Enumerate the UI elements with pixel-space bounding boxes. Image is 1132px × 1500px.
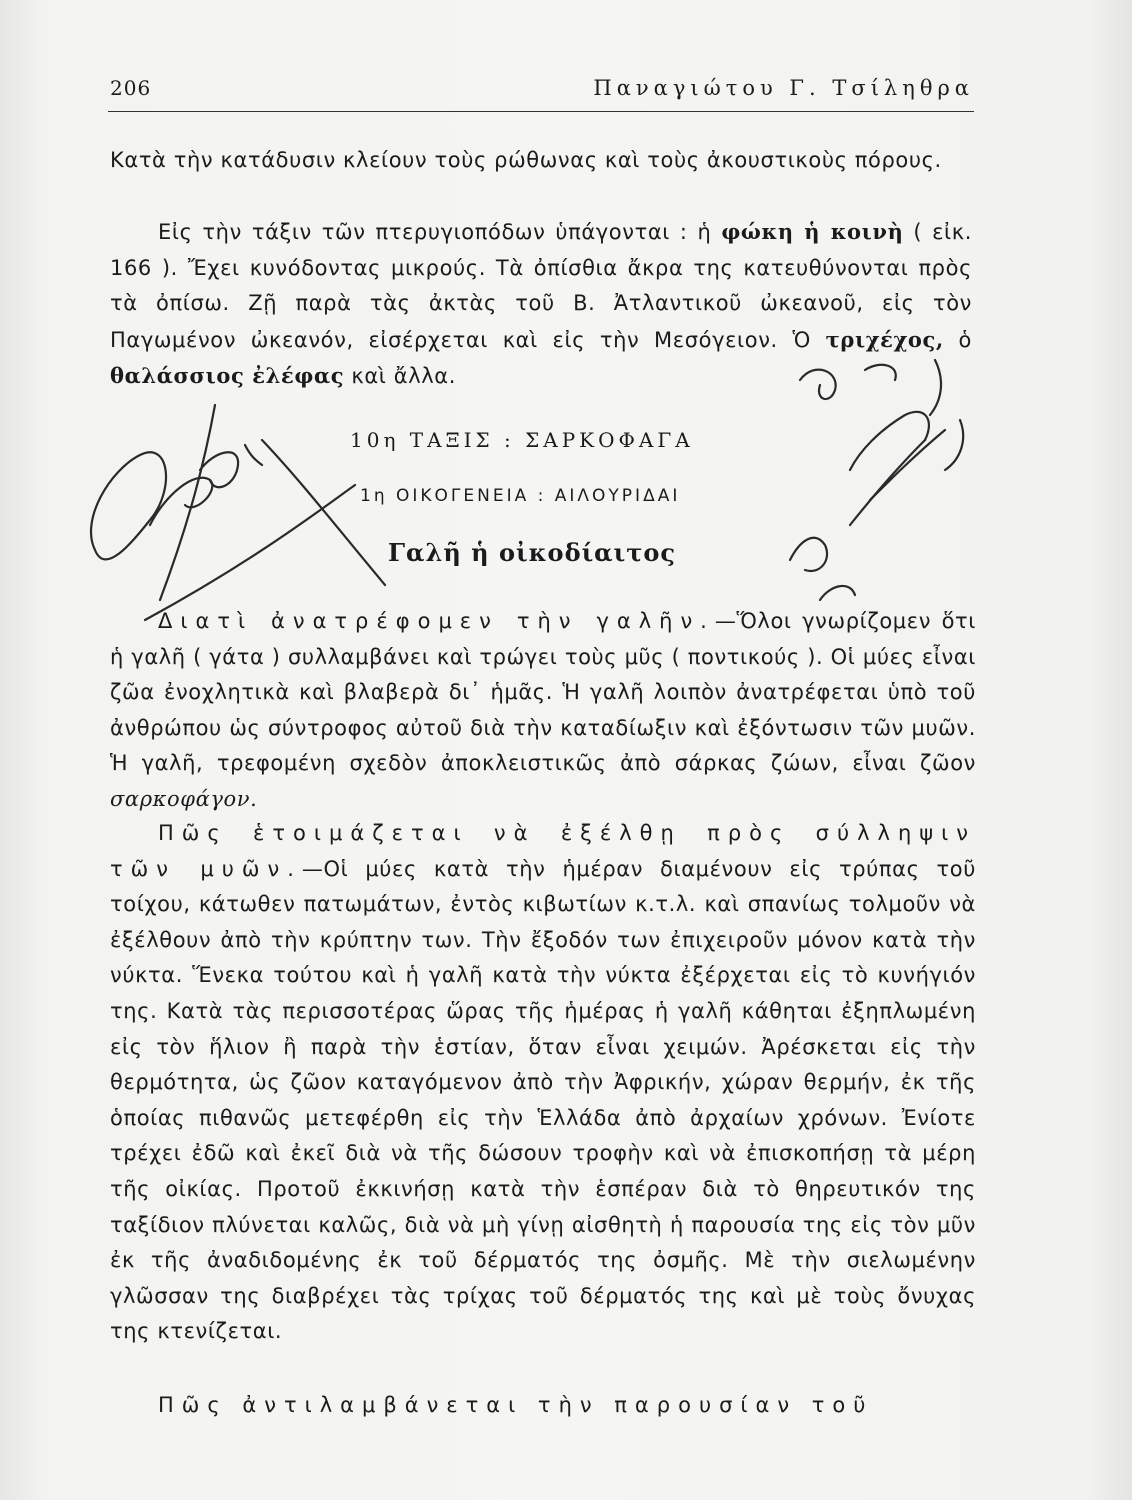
pencil-scribble-left <box>91 452 166 559</box>
term-carnivorous: σαρκοφάγον. <box>110 786 258 811</box>
paragraph-pinnipeds <box>110 214 972 395</box>
pencil-scribble-right <box>850 440 925 525</box>
paragraph-text <box>110 604 976 818</box>
text-run: —Οἱ μύες κατὰ τὴν ἡμέραν διαμένουν εἰς τρύπας τοῦ τοίχου, κάτωθεν πατωμάτων, ἐντὸς κιβωτίων κ.τ.λ. καὶ σπανίως τολμοῦν νὰ ἐξέλθουν ἀπὸ τὴν κρύπτην των. Τὴν ἔξοδόν των ἐπιχειροῦν μόνον κατὰ τὴν νύκτα. Ἕνεκα τούτου καὶ ἡ γαλῆ κατὰ τὴν νύκτα ἐξέρχεται εἰς τὸ κυνήγιόν της. Κατὰ τὰς περισσοτέρας ὥρας τῆς ἡμέρας ἡ γαλῆ κάθηται ἐξηπλωμένη εἰς τὸν ἥλιον ἢ παρὰ τὴν ἑστίαν, ὅταν εἶναι χειμών. Ἀρέσκεται εἰς τὴν θερμότητα, ὡς ζῶον καταγόμενον ἀπὸ τὴν Ἀφρικήν, χώραν θερμήν, ἐκ τῆς ὁποίας πιθανῶς μετεφέρθη εἰς τὴν Ἑλλάδα ἀπὸ ἀρχαίων χρόνων. Ἐνίοτε τρέχει ἐδῶ καὶ ἐκεῖ διὰ νὰ τῆς δώσουν τροφὴν καὶ νὰ ἐπισκοπήσῃ τὰ μέρη τῆς οἰκίας. Προτοῦ ἐκκινήσῃ κατὰ τὴν ἑσπέραν διὰ τὸ θηρευτικόν της ταξίδιον πλύνεται καλῶς, διὰ νὰ μὴ γίνῃ αἰσθητὴ ἡ παρουσία της εἰς τὸν μῦν ἐκ τῆς ἀναδιδομένης ἐκ τοῦ δέρματός της ὀσμῆς. Μὲ τὴν σιελωμένην γλῶσσαν της διαβρέχει τὰς τρίχας τοῦ δέρματός της καὶ μὲ τοὺς ὄνυχας της κτενίζεται. <box>110 856 976 1344</box>
pencil-scribble-left <box>245 445 262 465</box>
running-head <box>110 74 974 106</box>
species-heading: Γαλῆ ἡ οἰκοδίαιτος <box>388 538 677 567</box>
text-run: Εἰς τὴν τάξιν τῶν πτερυγιοπόδων ὑπάγονται : ἡ <box>158 220 722 244</box>
order-heading: 10η ΤΑΞΙΣ : ΣΑΡΚΟΦΑΓΑ <box>350 428 694 452</box>
text-run: ὁ <box>943 327 972 352</box>
paragraph-text <box>110 214 972 395</box>
header-rule <box>108 111 974 112</box>
running-head-author: Παναγιώτου Γ. Τσίληθρα <box>593 76 974 100</box>
pencil-scribble-right <box>870 430 945 500</box>
paragraph-why-raise-cat <box>110 604 976 818</box>
text-run: καὶ ἄλλα. <box>344 364 456 389</box>
section-lead: Διατὶ ἀνατρέφομεν τὴν γαλῆν. <box>158 609 715 633</box>
pencil-cross-stroke <box>160 405 215 600</box>
family-heading: 1η ΟΙΚΟΓΕΝΕΙΑ : ΑΙΛΟΥΡΙΔΑΙ <box>360 486 681 506</box>
paragraph-text <box>110 816 976 1350</box>
term-elephant-seal: θαλάσσιος ἐλέφας <box>110 363 345 389</box>
pencil-scribble-left <box>200 452 238 487</box>
section-lead: Πῶς ἀντιλαμβάνεται τὴν παρουσίαν τοῦ <box>158 1393 874 1417</box>
term-common-seal: φώκη ἡ κοινὴ <box>721 219 904 244</box>
paragraph-text: Κατὰ τὴν κατάδυσιν κλείουν τοὺς ρώθωνας καὶ τοὺς ἀκουστικοὺς πόρους. <box>110 148 942 172</box>
pencil-cross-stroke <box>145 485 355 620</box>
pencil-scribble-right <box>945 420 963 470</box>
pencil-cross-stroke <box>262 440 385 585</box>
term-walrus: τριχέχος, <box>825 326 944 352</box>
pencil-scribble-right <box>850 412 929 470</box>
pencil-scribble-right <box>790 538 827 571</box>
paragraph-text <box>110 1388 976 1424</box>
paragraph-hunting-preparation <box>110 816 976 1350</box>
text-run: —Ὅλοι γνωρίζομεν ὅτι ἡ γαλῆ ( γάτα ) συλλαμβάνει καὶ τρώγει τοὺς μῦς ( ποντικούς ). Οἱ μύες εἶναι ζῶα ἐνοχλητικὰ καὶ βλαβερὰ δι᾽ ἡμᾶς. Ἡ γαλῆ λοιπὸν ἀνατρέφεται ὑπὸ τοῦ ἀνθρώπου ὡς σύντροφος αὐτοῦ διὰ τὴν καταδίωξιν καὶ ἐξόντωσιν τῶν μυῶν. Ἡ γαλῆ, τρεφομένη σχεδὸν ἀποκλειστικῶς ἀπὸ σάρκας ζώων, εἶναι ζῶον <box>110 609 976 776</box>
pencil-scribble-left <box>150 478 212 525</box>
text-run: ( εἰκ. 166 ). Ἔχει κυνόδοντας μικρούς. Τὰ ὀπίσθια ἄκρα της κατευθύνονται πρὸς τὰ ὀπίσω. Ζῇ παρὰ τὰς ἀκτὰς τοῦ Β. Ἀτλαντικοῦ ὠκεανοῦ, εἰς τὸν Παγωμένον ὠκεανόν, εἰσέρχεται καὶ εἰς τὴν Μεσόγειον. Ὁ <box>110 220 972 352</box>
pencil-scribble-right <box>820 586 855 600</box>
section-lead: Πῶς ἑτοιμάζεται νὰ ἐξέλθῃ πρὸς σύλληψιν τῶν μυῶν. <box>110 821 976 881</box>
paragraph-seals-diving <box>110 143 976 179</box>
paragraph-perception <box>110 1388 976 1424</box>
page-number: 206 <box>110 76 152 100</box>
